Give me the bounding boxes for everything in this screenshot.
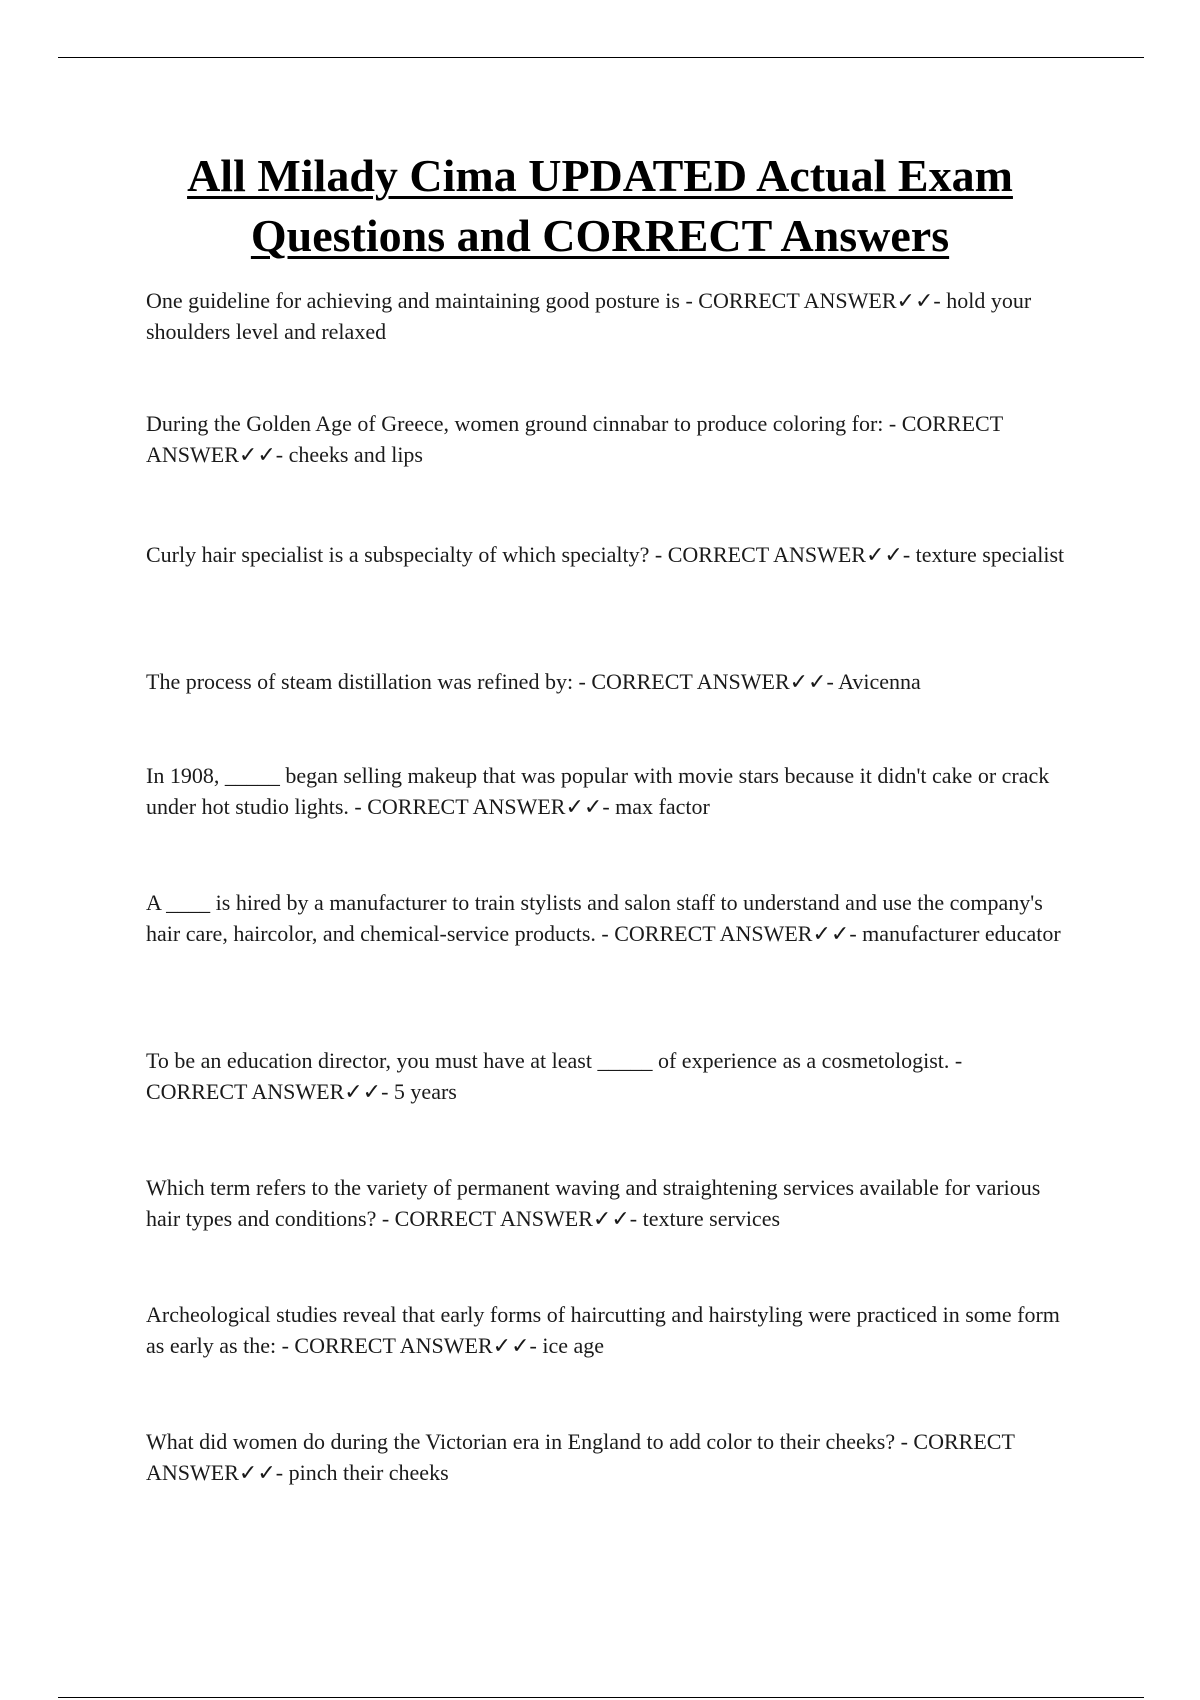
- title-line-2: Questions and CORRECT Answers: [250, 210, 950, 261]
- qa-item-7: To be an education director, you must have at least _____ of experience as a cosmetologist. - CORRECT ANSWER✓✓- 5 years: [146, 1048, 963, 1104]
- qa-item-5: In 1908, _____ began selling makeup that was popular with movie stars because it didn't cake or crack under hot studio lights. - CORRECT ANSWER✓✓- max factor: [146, 763, 1050, 819]
- qa-item-10: What did women do during the Victorian era in England to add color to their cheeks? - CORRECT ANSWER✓✓- pinch their cheeks: [146, 1429, 1015, 1485]
- document-title: [100, 146, 1100, 266]
- bottom-rule: [58, 1697, 1144, 1698]
- title-line-1: All Milady Cima UPDATED Actual Exam: [187, 150, 1013, 201]
- qa-item-2: During the Golden Age of Greece, women ground cinnabar to produce coloring for: - CORRECT ANSWER✓✓- cheeks and lips: [146, 411, 1003, 467]
- qa-item-9: Archeological studies reveal that early forms of haircutting and hairstyling were practiced in some form as early as the: - CORRECT ANSWER✓✓- ice age: [146, 1302, 1060, 1358]
- qa-item-1: One guideline for achieving and maintaining good posture is - CORRECT ANSWER✓✓- hold your shoulders level and relaxed: [146, 288, 1032, 344]
- qa-item-3: Curly hair specialist is a subspecialty of which specialty? - CORRECT ANSWER✓✓- texture specialist: [146, 542, 1065, 567]
- qa-item-8: Which term refers to the variety of permanent waving and straightening services available for various hair types and conditions? - CORRECT ANSWER✓✓- texture services: [146, 1175, 1041, 1231]
- qa-item-6: A ____ is hired by a manufacturer to train stylists and salon staff to understand and use the company's hair care, haircolor, and chemical-service products. - CORRECT ANSWER✓✓- manufacturer educator: [146, 890, 1061, 946]
- qa-item-4: The process of steam distillation was refined by: - CORRECT ANSWER✓✓- Avicenna: [146, 669, 921, 694]
- top-rule: [58, 57, 1144, 58]
